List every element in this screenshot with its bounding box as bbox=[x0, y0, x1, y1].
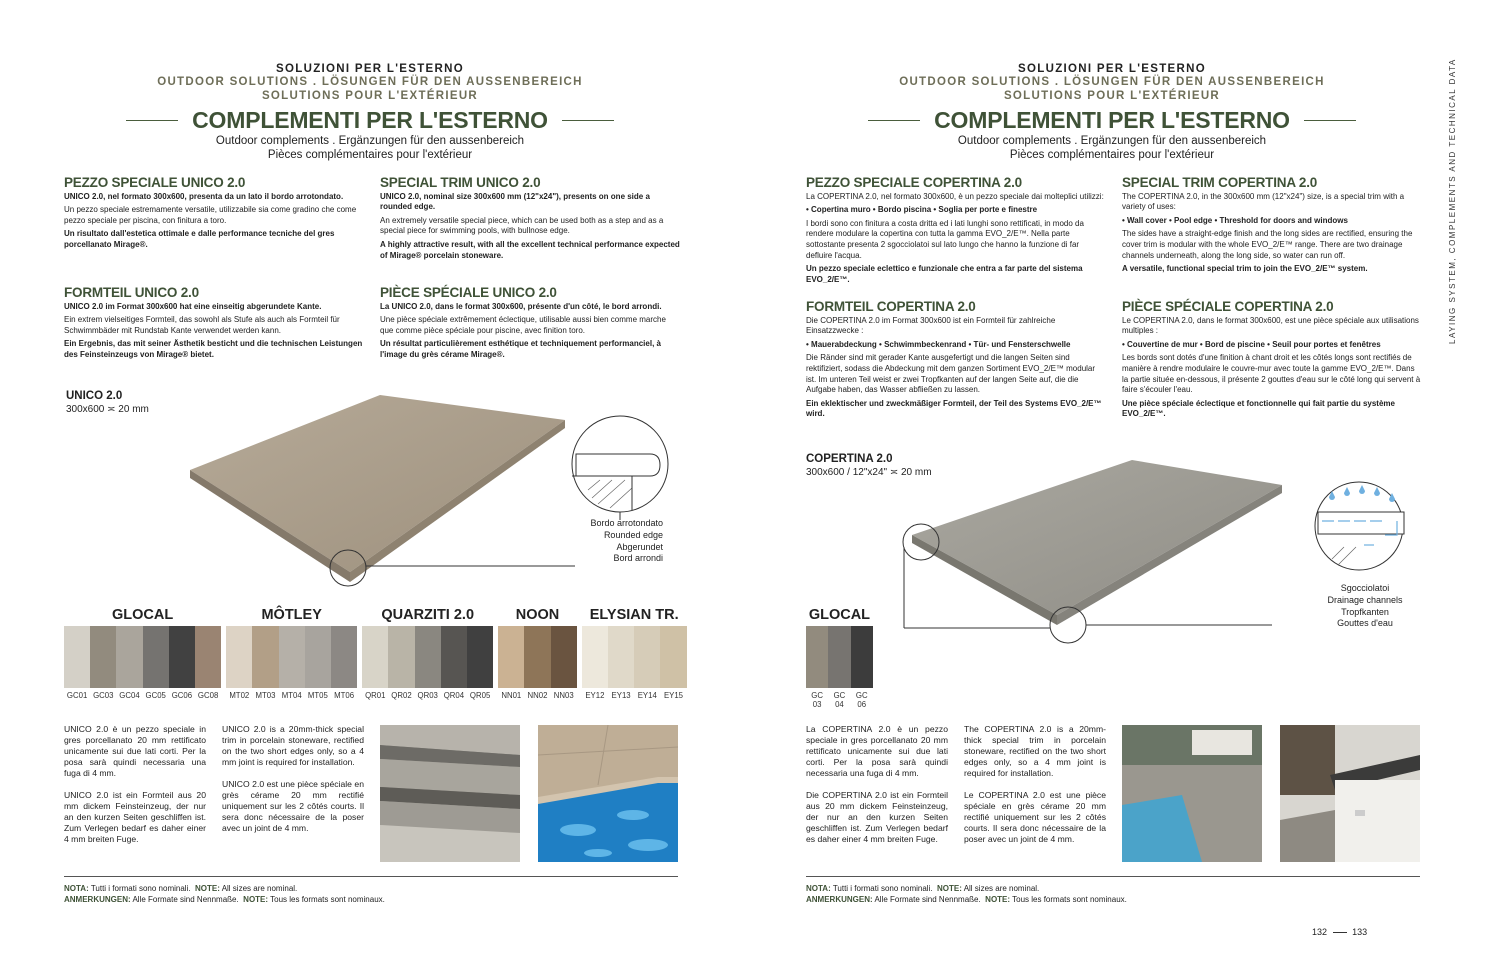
callout-drainage bbox=[1319, 583, 1411, 630]
para: Une pièce spéciale extrêmement éclectique, utilisable aussi bien comme marche que comme pièce spéciale pour piscine, avec finition toro. bbox=[380, 315, 666, 335]
swatch-ey12 bbox=[582, 626, 608, 688]
right-page bbox=[742, 0, 1485, 968]
callout-line: Rounded edge bbox=[603, 529, 663, 540]
swatch-gc05 bbox=[143, 626, 169, 688]
callout-line: Bordo arrotondato bbox=[590, 518, 663, 528]
para: La COPERTINA 2.0, nel formato 300x600, è un pezzo speciale dai molteplici utilizzi: bbox=[806, 191, 1104, 201]
note-text: All sizes are nominal. bbox=[961, 884, 1040, 893]
swatch-mt02 bbox=[226, 626, 252, 688]
swatch-gc06 bbox=[169, 626, 195, 688]
page-header bbox=[60, 62, 680, 162]
swatch-qr01 bbox=[362, 626, 388, 688]
para: Un résultat particulièrement esthétique et techniquement performanciel, à l'image du grès cérame Mirage®. bbox=[380, 339, 661, 359]
subtitle-1: Outdoor complements . Ergänzungen für den aussenbereich bbox=[957, 135, 1267, 147]
swatch-code: GC 03 bbox=[811, 691, 823, 709]
para: I bordi sono con finitura a costa dritta ed i lati lunghi sono rettificati, in modo da rendere modulare la copertina con tutta la gamma EVO_2/E™. Nella parte sottostante presenta 2 sgocciolatoi sul lato lungo che hanno la funzione di far defluire l'acqua. bbox=[806, 218, 1084, 260]
product-name: UNICO 2.0 bbox=[66, 390, 123, 402]
para: Un pezzo speciale eclettico e funzionale che entra a far parte del sistema EVO_2/E™. bbox=[806, 264, 1083, 284]
footnote bbox=[806, 884, 1127, 905]
body-text: The COPERTINA 2.0 is a 20mm-thick special trim in porcelain stoneware, rectified on the two short edges only, so a 4 mm joint is required for installation. bbox=[964, 724, 1106, 778]
swatch-code: GC 06 bbox=[855, 691, 868, 709]
swatch-ey14 bbox=[634, 626, 660, 688]
section-title: SPECIAL TRIM COPERTINA 2.0 bbox=[1122, 175, 1318, 190]
swatch-nn01 bbox=[498, 626, 524, 688]
swatch-code: GC 04 bbox=[833, 691, 846, 709]
bullets: • Couvertine de mur • Bord de piscine • Seuil pour portes et fenêtres bbox=[1122, 339, 1381, 349]
swatch-code: MT05 bbox=[307, 691, 328, 700]
swatch-code: NN01 bbox=[501, 691, 522, 700]
footnote bbox=[64, 884, 385, 905]
para: Ein eklektischer und zweckmäßiger Formteil, der Teil des Systems EVO_2/E™ wird. bbox=[806, 398, 1102, 419]
swatch-code: EY13 bbox=[611, 691, 631, 700]
header-line-1: SOLUZIONI PER L'ESTERNO bbox=[1018, 63, 1206, 75]
para: UNICO 2.0, nel formato 300x600, presenta da un lato il bordo arrotondato. bbox=[64, 191, 344, 201]
page-number-right: 133 bbox=[1352, 927, 1368, 937]
para: Ein extrem vielseitiges Formteil, das sowohl als Stufe als auch als Formteil für Schwimmbäder mit Rundstab Kante verwendet werden kann. bbox=[64, 315, 340, 335]
para: La UNICO 2.0, dans le format 300x600, présente d'un côté, le bord arrondi. bbox=[380, 301, 662, 311]
swatch-code: GC03 bbox=[93, 691, 114, 700]
wall-cover-photo bbox=[1280, 725, 1420, 862]
header-line-2: OUTDOOR SOLUTIONS . LÖSUNGEN FÜR DEN AUSSENBEREICH bbox=[157, 76, 583, 88]
section-de bbox=[806, 299, 1106, 423]
section-title: FORMTEIL UNICO 2.0 bbox=[64, 285, 199, 300]
swatch-gc03 bbox=[806, 626, 828, 688]
para: Ein Ergebnis, das mit seiner Ästhetik besticht und die technischen Leistungen des Feinsteinzeugs von Mirage® bietet. bbox=[64, 339, 363, 359]
body-text: UNICO 2.0 è un pezzo speciale in gres porcellanato 20 mm rettificato unicamente sui due lati corti. Per la posa sarà quindi necessaria una fuga di 4 mm. bbox=[64, 724, 206, 778]
note-key: NOTE: bbox=[985, 894, 1011, 904]
section-title: PEZZO SPECIALE COPERTINA 2.0 bbox=[806, 175, 1022, 190]
bullets: • Copertina muro • Bordo piscina • Soglia per porte e finestre bbox=[806, 205, 1038, 215]
body-it-de bbox=[806, 724, 948, 856]
swatch-gc04 bbox=[828, 626, 850, 688]
body-text: UNICO 2.0 ist ein Formteil aus 20 mm dickem Feinsteinzeug, der nur an den kurzen Seiten geschliffen ist. Zum Verlegen bedarf es daher einer 4 mm breiten Fuge. bbox=[64, 790, 206, 844]
page-number-left: 132 bbox=[1312, 927, 1328, 937]
body-text: Le COPERTINA 2.0 est une pièce spéciale en grès cérame 20 mm rectifié uniquement sur les 2 côtés courts. Il sera donc nécessaire de la poser avec un joint de 4 mm. bbox=[964, 790, 1106, 844]
note-text: Tutti i formati sono nominali. bbox=[830, 884, 933, 893]
swatch-code: QR01 bbox=[365, 691, 386, 700]
para: UNICO 2.0, nominal size 300x600 mm (12"x24"), presents on one side a rounded edge. bbox=[380, 191, 650, 212]
swatch-gc03 bbox=[90, 626, 116, 688]
para: A highly attractive result, with all the excellent technical performance expected of Mirage® porcelain stoneware. bbox=[380, 239, 680, 260]
swatch-mt05 bbox=[305, 626, 331, 688]
para: The sides have a straight-edge finish and the long sides are rectified, ensuring the cover trim is modular with the whole EVO_2/E™ range. There are two drainage channels underneath, along the long side, so water can run off. bbox=[1122, 229, 1413, 260]
swatch-code: EY15 bbox=[663, 691, 684, 700]
swatch-code: QR03 bbox=[417, 691, 438, 700]
note-key: NOTE: bbox=[243, 894, 269, 904]
note-text: Alle Formate sind Nennmaße. bbox=[130, 894, 239, 904]
page-title: COMPLEMENTI PER L'ESTERNO bbox=[934, 107, 1290, 133]
swatch-code: QR04 bbox=[443, 691, 465, 700]
note-key: ANMERKUNGEN: bbox=[64, 894, 131, 904]
collection-name: GLOCAL bbox=[808, 607, 871, 623]
product-size: 300x600 / 12"x24" ≍ 20 mm bbox=[806, 467, 932, 478]
swatch-ey13 bbox=[608, 626, 634, 688]
para: The COPERTINA 2.0, in the 300x600 mm (12"x24") size, is a special trim with a variety of uses: bbox=[1122, 191, 1405, 212]
steps-photo bbox=[380, 725, 520, 862]
swatch-code: MT02 bbox=[229, 691, 250, 700]
swatch-code: NN03 bbox=[553, 691, 574, 700]
page-numbers bbox=[1312, 927, 1367, 937]
swatch-code: EY12 bbox=[585, 691, 605, 700]
subtitle-1: Outdoor complements . Ergänzungen für den aussenbereich bbox=[215, 135, 525, 147]
collection-name: ELYSIAN TR. bbox=[589, 607, 679, 623]
para: Un pezzo speciale estremamente versatile, utilizzabile sia come gradino che come pezzo speciale per piscina, con finitura a toro. bbox=[64, 205, 357, 225]
body-text: La COPERTINA 2.0 è un pezzo speciale in gres porcellanato 20 mm rettificato unicamente sui due lati corti. Per la posa sarà quindi necessaria una fuga di 4 mm. bbox=[806, 724, 948, 778]
swatch-qr02 bbox=[388, 626, 414, 688]
body-text: Die COPERTINA 2.0 ist ein Formteil aus 20 mm dickem Feinsteinzeug, der nur an den kurzen Seiten geschliffen ist. Zum Verlegen bedarf es daher einer 4 mm breiten Fuge. bbox=[806, 790, 948, 844]
body-text: UNICO 2.0 est une pièce spéciale en grès cérame 20 mm rectifié uniquement sur les 2 côtés courts. Il sera donc nécessaire de la poser avec un joint de 4 mm. bbox=[222, 779, 364, 833]
para: Die Ränder sind mit gerader Kante ausgefertigt und die langen Seiten sind rektifiziert, sodass die Abdeckung mit dem ganzen Sortiment EVO_2/E™ modular ist. Im unteren Teil weist er zwei Tropfkanten auf der langen Seite auf, die die Aufgabe haben, das Wasser abfließen zu lassen. bbox=[806, 353, 1096, 395]
section-fr bbox=[380, 285, 680, 364]
para: Le COPERTINA 2.0, dans le format 300x600, est une pièce spéciale aux utilisations multiples : bbox=[1122, 315, 1419, 336]
swatch-mt03 bbox=[252, 626, 278, 688]
swatch-code: EY14 bbox=[637, 691, 657, 700]
collection-name: QUARZITI 2.0 bbox=[381, 607, 475, 623]
section-fr bbox=[1122, 299, 1422, 423]
para: Die COPERTINA 2.0 im Format 300x600 ist ein Formteil für zahlreiche Einsatzzwecke : bbox=[806, 315, 1056, 336]
callout-line: Gouttes d'eau bbox=[1337, 618, 1393, 629]
note-key: NOTA: bbox=[64, 884, 89, 893]
note-text: Tous les formats sont nominaux. bbox=[1010, 894, 1127, 904]
vertical-section-label: LAYING SYSTEM, COMPLEMENTS AND TECHNICAL DATA bbox=[1448, 58, 1457, 344]
note-text: Alle Formate sind Nennmaße. bbox=[872, 894, 981, 904]
section-title: FORMTEIL COPERTINA 2.0 bbox=[806, 299, 976, 314]
swatch-code: GC06 bbox=[171, 691, 193, 700]
bullets: • Wall cover • Pool edge • Threshold for doors and windows bbox=[1122, 215, 1348, 225]
note-key: ANMERKUNGEN: bbox=[806, 894, 873, 904]
section-title: PEZZO SPECIALE UNICO 2.0 bbox=[64, 175, 246, 190]
section-it bbox=[64, 175, 364, 254]
subtitle-2: Pièces complémentaires pour l'extérieur bbox=[267, 149, 473, 161]
swatch-code: NN02 bbox=[527, 691, 548, 700]
swatch-gc04 bbox=[116, 626, 142, 688]
swatch-gc08 bbox=[195, 626, 221, 688]
body-en-fr bbox=[222, 724, 364, 845]
poolside-photo bbox=[1122, 725, 1262, 862]
swatch-code: GC01 bbox=[66, 691, 88, 700]
section-de bbox=[64, 285, 364, 364]
body-en-fr bbox=[964, 724, 1106, 856]
bullets: • Mauerabdeckung • Schwimmbeckenrand • Tür- und Fensterschwelle bbox=[806, 339, 1071, 349]
callout-line: Bord arrondi bbox=[613, 553, 663, 564]
section-en bbox=[380, 175, 680, 264]
swatch-code: QR05 bbox=[469, 691, 491, 700]
note-key: NOTE: bbox=[195, 884, 220, 893]
collection-name: NOON bbox=[515, 607, 560, 623]
note-key: NOTA: bbox=[806, 884, 831, 893]
product-size: 300x600 ≍ 20 mm bbox=[66, 404, 149, 415]
swatch-code: MT06 bbox=[334, 691, 355, 700]
pool-photo bbox=[538, 725, 678, 862]
swatch-nn03 bbox=[551, 626, 577, 688]
section-title: PIÈCE SPÉCIALE COPERTINA 2.0 bbox=[1122, 299, 1334, 314]
callout-line: Tropfkanten bbox=[1341, 606, 1389, 617]
swatch-code: GC05 bbox=[145, 691, 166, 700]
swatch-mt06 bbox=[331, 626, 357, 688]
swatch-ey15 bbox=[660, 626, 686, 688]
swatch-gc01 bbox=[64, 626, 90, 688]
para: Une pièce spéciale éclectique et fonctionnelle qui fait partie du système EVO_2/E™. bbox=[1122, 398, 1395, 419]
swatch-code: MT03 bbox=[255, 691, 276, 700]
swatch-code: MT04 bbox=[281, 691, 302, 700]
swatch-code: GC04 bbox=[119, 691, 140, 700]
header-line-2: OUTDOOR SOLUTIONS . LÖSUNGEN FÜR DEN AUSSENBEREICH bbox=[899, 76, 1325, 88]
callout-rounded-edge bbox=[560, 518, 663, 565]
swatch-qr03 bbox=[415, 626, 441, 688]
collection-name: GLOCAL bbox=[111, 607, 174, 623]
swatch-code: GC08 bbox=[197, 691, 219, 700]
note-key: NOTE: bbox=[937, 884, 962, 893]
para: Les bords sont dotés d'une finition à chant droit et les côtés longs sont rectifiés de manière à rendre modulaire le couvre-mur avec toute la gamme EVO_2/E™. Dans la partie située en-dessous, il présente 2 gouttes d'eau sur le côté long qui servent à faire s'écouler l'eau. bbox=[1122, 353, 1421, 395]
swatch-qr05 bbox=[467, 626, 493, 688]
left-page bbox=[0, 0, 742, 968]
swatch-mt04 bbox=[279, 626, 305, 688]
note-text: Tous les formats sont nominaux. bbox=[268, 894, 385, 904]
subtitle-2: Pièces complémentaires pour l'extérieur bbox=[1009, 149, 1215, 161]
page-header bbox=[802, 62, 1422, 162]
swatch-gc06 bbox=[851, 626, 873, 688]
page-title: COMPLEMENTI PER L'ESTERNO bbox=[192, 107, 548, 133]
para: UNICO 2.0 im Format 300x600 hat eine einseitig abgerundete Kante. bbox=[64, 301, 322, 311]
note-text: All sizes are nominal. bbox=[219, 884, 298, 893]
collection-name: MÔTLEY bbox=[261, 607, 322, 623]
section-it bbox=[806, 175, 1106, 288]
callout-line: Sgocciolatoi bbox=[1340, 583, 1390, 593]
callout-line: Abgerundet bbox=[616, 541, 663, 552]
section-title: SPECIAL TRIM UNICO 2.0 bbox=[380, 175, 541, 190]
header-line-1: SOLUZIONI PER L'ESTERNO bbox=[276, 63, 464, 75]
para: Un risultato dall'estetica ottimale e dalle performance tecniche del gres porcellanato Mirage®. bbox=[64, 229, 335, 249]
product-name: COPERTINA 2.0 bbox=[806, 453, 893, 465]
note-text: Tutti i formati sono nominali. bbox=[88, 884, 191, 893]
swatch-qr04 bbox=[441, 626, 467, 688]
callout-line: Drainage channels bbox=[1327, 594, 1403, 605]
section-en bbox=[1122, 175, 1422, 278]
body-text: UNICO 2.0 is a 20mm-thick special trim in porcelain stoneware, rectified on the two short edges only, so a 4 mm joint is required for installation. bbox=[222, 724, 364, 767]
section-title: PIÈCE SPÉCIALE UNICO 2.0 bbox=[380, 285, 557, 300]
header-line-3: SOLUTIONS POUR L'EXTÉRIEUR bbox=[1003, 89, 1221, 102]
product-label bbox=[66, 390, 149, 416]
swatch-nn02 bbox=[524, 626, 550, 688]
para: An extremely versatile special piece, which can be used both as a step and as a special piece for swimming pools, with bullnose edge. bbox=[380, 215, 664, 236]
body-it-de bbox=[64, 724, 206, 856]
swatch-code: QR02 bbox=[391, 691, 412, 700]
para: A versatile, functional special trim to join the EVO_2/E™ system. bbox=[1122, 264, 1368, 274]
header-line-3: SOLUTIONS POUR L'EXTÉRIEUR bbox=[261, 89, 479, 102]
